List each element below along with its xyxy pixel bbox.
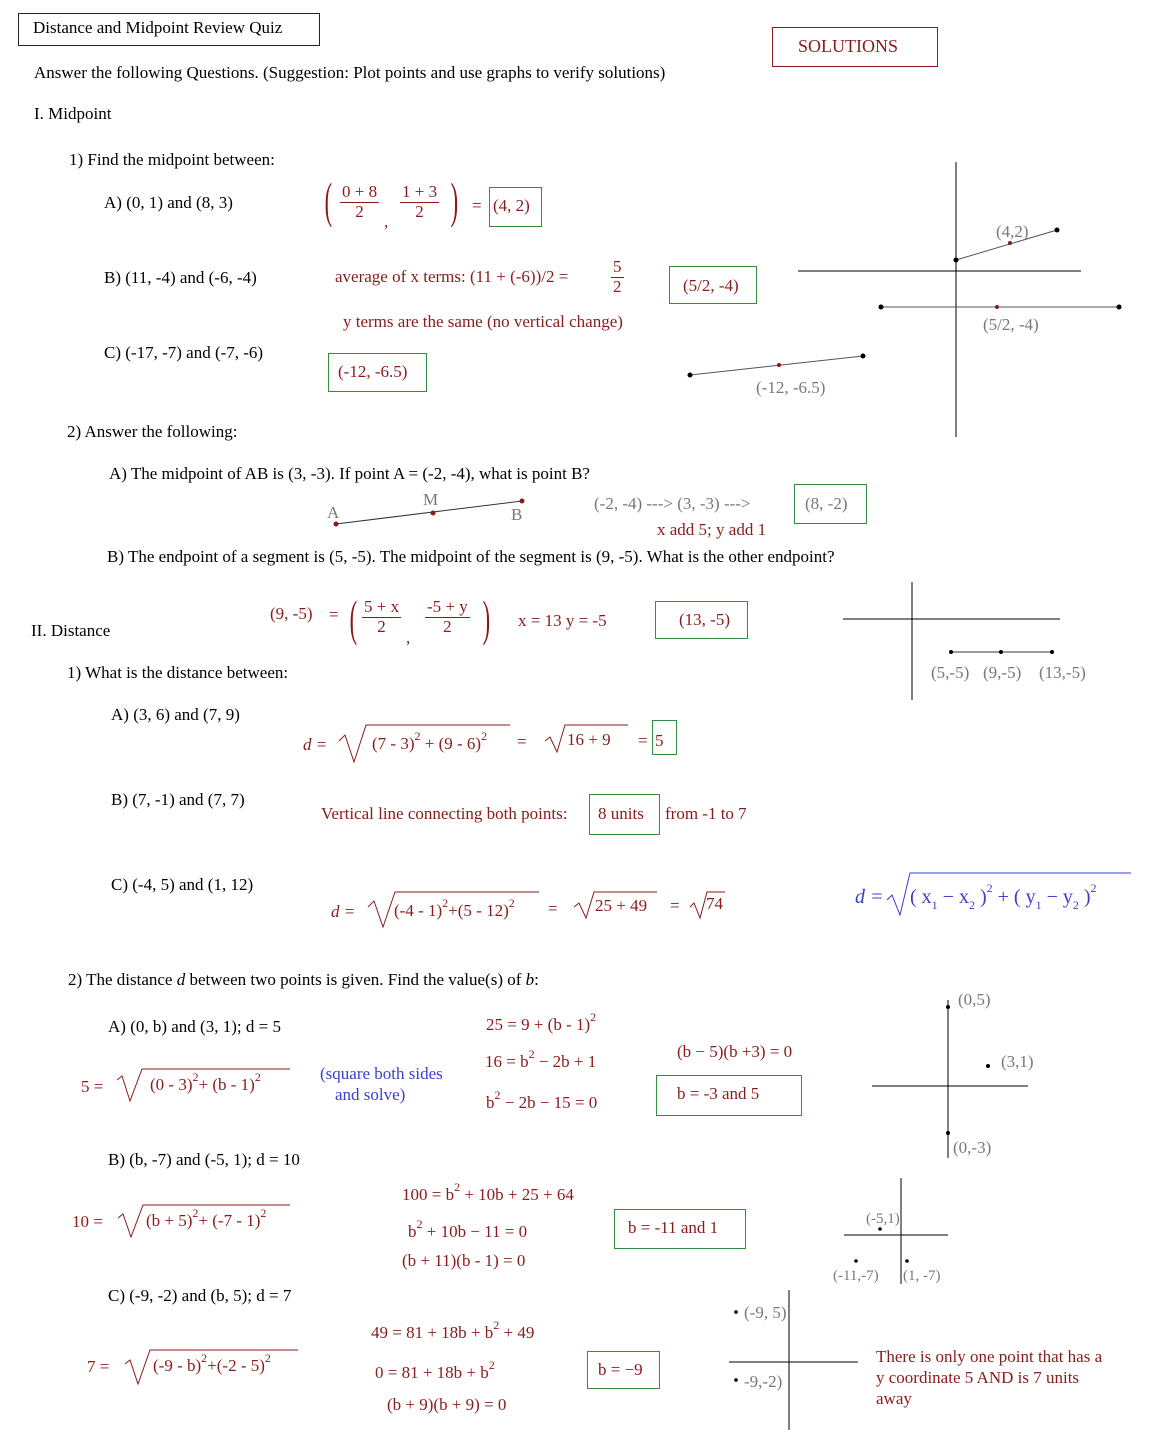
term: (-9 - b) [153,1356,202,1375]
term: +(5 - 12) [448,901,509,920]
term: (-4 - 1) [394,901,443,920]
step-text: + 10b + 25 + 64 [460,1185,574,1204]
step-text: 0 = 81 + 18b + b [375,1363,489,1382]
numerator: 5 [613,257,622,276]
prompt-part: between two points is given. Find the value(s) of [189,970,522,989]
term: +(-2 - 5) [207,1356,265,1375]
lhs: 10 = [72,1212,103,1231]
page-title: Distance and Midpoint Review Quiz [33,18,283,37]
answer-1a: (4, 2) [493,196,530,215]
left-paren: ( [324,172,333,228]
midpoint-q1-prompt: 1) Find the midpoint between: [69,150,275,169]
step-text: 16 = b [485,1052,529,1071]
note: (square both sides [320,1064,443,1083]
chain-work: (-2, -4) ---> (3, -3) ---> [594,494,751,513]
term: + (9 - 6) [420,734,482,753]
exponent: 2 [192,1070,199,1084]
exponent: 2 [528,1047,535,1061]
answer-2a: (8, -2) [805,494,848,513]
solve-values: x = 13 y = -5 [518,611,607,630]
d-equals: d = [331,902,356,921]
distance-1a-label: A) (3, 6) and (7, 9) [111,705,240,724]
equals-sign: = [472,196,482,215]
subscript: 2 [968,898,975,913]
exponent: 2 [488,1358,495,1372]
graph-label: (3,1) [1001,1052,1034,1071]
distance-2a-label: A) (0, b) and (3, 1); d = 5 [108,1017,281,1036]
distance-formula-d: d = [855,886,884,908]
term: + (-7 - 1) [198,1211,261,1230]
note: There is only one point that has a [876,1347,1103,1366]
step-text: + 10b − 11 = 0 [422,1222,528,1241]
d-equals: d = [303,735,328,754]
equals-sign: = [670,896,680,915]
exponent: 2 [414,729,421,743]
exponent: 2 [481,729,488,743]
subscript: 2 [1072,898,1079,913]
graph-label: (-11,-7) [833,1268,879,1284]
prompt-var: d [176,970,186,989]
equals-sign: = [329,605,339,624]
instructions: Answer the following Questions. (Suggestion: Plot points and use graphs to verify solutions) [34,63,666,82]
radicand: 25 + 49 [595,896,648,915]
denominator: 2 [443,616,452,636]
term: (0 - 3) [150,1075,193,1094]
prompt-part: 2) The distance [68,970,173,989]
radicand: 16 + 9 [567,730,611,749]
step: (b + 9)(b + 9) = 0 [387,1395,507,1414]
subscript: 1 [931,898,938,913]
step-text: − 2b − 15 = 0 [500,1093,598,1112]
point [734,1310,738,1314]
formula-part: − y [1041,886,1073,908]
point [734,1378,738,1382]
formula-part: + ( y [992,886,1036,908]
answer-d2b: b = -11 and 1 [628,1218,719,1237]
answer-d2a: b = -3 and 5 [677,1084,760,1103]
exponent: 2 [254,1070,261,1084]
distance-1c-label: C) (-4, 5) and (1, 12) [111,875,254,894]
exponent: 2 [590,1010,597,1024]
factor: (b − 5)(b +3) = 0 [677,1042,793,1061]
work-note: from -1 to 7 [665,804,747,823]
formula-part: ) [974,886,987,908]
step: (b + 11)(b - 1) = 0 [402,1251,526,1270]
midpoint-1b-label: B) (11, -4) and (-6, -4) [104,268,257,287]
answer-d1a: 5 [655,731,664,750]
note: away [876,1389,912,1408]
denominator: 2 [377,616,386,636]
solutions-label: SOLUTIONS [798,36,899,56]
equals-sign: = [638,731,648,750]
numerator: 0 + 8 [342,182,378,201]
graph-label: (5/2, -4) [983,315,1039,334]
graph-label: -9,-2) [744,1372,783,1391]
answer-d2c: b = −9 [598,1360,643,1379]
formula-part: − x [937,886,969,908]
exponent: 2 [192,1206,199,1220]
exponent: 2 [264,1351,271,1365]
step-text: 49 = 81 + 18b + b [371,1323,494,1342]
exponent: 2 [1090,881,1097,895]
graph-label: (1, -7) [903,1268,941,1284]
graph-label: (-5,1) [866,1211,900,1227]
graph-label: (0,-3) [953,1138,992,1157]
distance-heading: II. Distance [31,621,111,640]
exponent: 2 [494,1088,501,1102]
exponent: 2 [454,1180,461,1194]
midpoint-2b-label: B) The endpoint of a segment is (5, -5). The midpoint of the segment is (9, -5). What is the other endpoint? [107,547,835,566]
graph-label: (4,2) [996,222,1029,241]
exponent: 2 [201,1351,208,1365]
exponent: 2 [442,896,449,910]
graph-label: (5,-5) [931,663,970,682]
point-b-label: B [511,505,523,524]
prompt-part: : [534,970,539,989]
lhs: 7 = [87,1357,110,1376]
comma: , [384,212,389,231]
distance-2c-label: C) (-9, -2) and (b, 5); d = 7 [108,1286,292,1305]
left-paren: ( [349,590,358,646]
work-line: y terms are the same (no vertical change) [343,312,623,331]
denominator: 2 [355,201,364,221]
formula-part: ) [1078,886,1091,908]
work-line: average of x terms: (11 + (-6))/2 = [335,267,569,286]
right-paren: ) [450,172,459,228]
right-paren: ) [482,590,491,646]
step-text: + 49 [499,1323,535,1342]
distance-1b-label: B) (7, -1) and (7, 7) [111,790,245,809]
chain-note: x add 5; y add 1 [657,520,767,539]
step-text: − 2b + 1 [534,1052,597,1071]
point-a-label: A [327,503,340,522]
subscript: 1 [1035,898,1042,913]
graph-label: (0,5) [958,990,991,1009]
answer-2b: (13, -5) [679,610,730,629]
step-text: 25 = 9 + (b - 1) [486,1015,591,1034]
graph-label: (-9, 5) [744,1303,787,1322]
radicand: 74 [706,894,723,913]
denominator: 2 [415,201,424,221]
term: (7 - 3) [372,734,415,753]
distance-q1-prompt: 1) What is the distance between: [67,663,289,682]
answer-d1b: 8 units [598,804,644,823]
exponent: 2 [986,881,993,895]
lhs: 5 = [81,1077,104,1096]
comma: , [406,628,411,647]
equals-sign: = [548,899,558,918]
midpoint-1c-label: C) (-17, -7) and (-7, -6) [104,343,264,362]
exponent: 2 [493,1318,500,1332]
numerator: -5 + y [427,597,468,616]
answer-1b: (5/2, -4) [683,276,739,295]
term: + (b - 1) [198,1075,255,1094]
midpoint-2a-label: A) The midpoint of AB is (3, -3). If point A = (-2, -4), what is point B? [109,464,590,483]
answer-1c: (-12, -6.5) [338,362,408,381]
graph-label: (-12, -6.5) [756,378,826,397]
point-m-label: M [423,490,439,509]
work-line: Vertical line connecting both points: [321,804,568,823]
numerator: 5 + x [364,597,400,616]
exponent: 2 [508,896,515,910]
term: (b + 5) [146,1211,193,1230]
numerator: 1 + 3 [402,182,438,201]
midpoint-1a-label: A) (0, 1) and (8, 3) [104,193,233,212]
midpoint-heading: I. Midpoint [34,104,112,123]
lhs-point: (9, -5) [270,604,313,623]
step-text: b [486,1093,495,1112]
graph-label: (9,-5) [983,663,1022,682]
denominator: 2 [613,276,622,296]
equals-sign: = [517,732,527,751]
note: y coordinate 5 AND is 7 units [876,1368,1080,1387]
distance-2b-label: B) (b, -7) and (-5, 1); d = 10 [108,1150,300,1169]
step-text: b [408,1222,417,1241]
exponent: 2 [416,1217,423,1231]
midpoint-q2-prompt: 2) Answer the following: [67,422,238,441]
step-text: 100 = b [402,1185,455,1204]
formula-part: ( x [910,886,932,908]
graph-label: (13,-5) [1039,663,1086,682]
note: and solve) [335,1085,406,1104]
exponent: 2 [260,1206,267,1220]
prompt-var: b [525,970,535,989]
